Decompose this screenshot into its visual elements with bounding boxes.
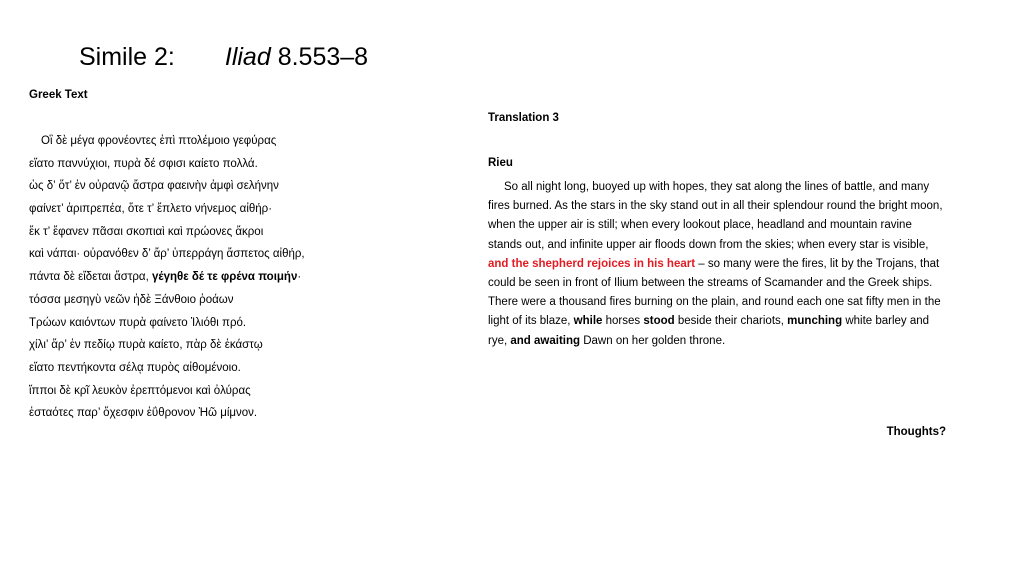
thoughts-prompt: Thoughts?: [886, 426, 946, 438]
greek-line: εἵατο πεντήκοντα σέλᾳ πυρὸς αἰθομένοιο.: [29, 361, 241, 374]
slide-title: [79, 40, 368, 74]
highlighted-phrase: and the shepherd rejoices in his heart: [488, 257, 696, 270]
bold-word-stood: stood: [643, 315, 675, 328]
greek-line: πάντα δὲ εἴδεται ἄστρα, γέγηθε δέ τε φρένα ποιμήν·: [29, 271, 302, 284]
title-label: Simile 2:: [79, 43, 175, 71]
translation-block: [488, 111, 948, 351]
greek-line: εἵατο παννύχιοι, πυρὰ δέ σφισι καίετο πολλά.: [29, 157, 258, 170]
greek-line: χίλι’ ἄρ’ ἐν πεδίῳ πυρὰ καίετο, πὰρ δὲ ἑκάστῳ: [29, 339, 263, 352]
bold-word-munching: munching: [787, 315, 843, 328]
greek-line: τόσσα μεσηγὺ νεῶν ἠδὲ Ξάνθοιο ῥοάων: [29, 293, 234, 306]
title-work: Iliad: [224, 43, 271, 71]
translator-name: Rieu: [488, 157, 513, 169]
bold-word-while: while: [573, 315, 603, 328]
greek-line: καὶ νάπαι· οὐρανόθεν δ’ ἄρ’ ὑπερράγη ἄσπετος αἰθήρ,: [29, 248, 305, 261]
greek-text-block: [29, 130, 469, 425]
greek-line: Τρώων καιόντων πυρὰ φαίνετο Ἰλιόθι πρό.: [29, 316, 247, 329]
greek-bold-phrase: γέγηθε δέ τε φρένα ποιμήν: [151, 271, 298, 284]
greek-line: ἔκ τ’ ἔφανεν πᾶσαι σκοπιαὶ καὶ πρώονες ἄκροι: [29, 225, 264, 238]
title-lines: 8.553–8: [277, 43, 369, 71]
translation-heading: Translation 3: [488, 112, 559, 124]
greek-line: ἵπποι δὲ κρῖ λευκὸν ἐρεπτόμενοι καὶ ὀλύρας: [29, 384, 251, 397]
greek-line: ἑσταότες παρ’ ὄχεσφιν ἐΰθρονον Ἠῶ μίμνον.: [29, 407, 258, 420]
greek-line: Οἳ δὲ μέγα φρονέοντες ἐπὶ πτολέμοιο γεφύρας: [41, 135, 277, 147]
translation-paragraph: So all night long, buoyed up with hopes, they sat along the lines of battle, and many fires burned. As the stars in the sky stand out in all their splendour round the bright moon, when the upper air is still; when every lookout place, headland and mountain ravine stands out, and infinite upper air floods down from the skies; when every star is visible, and the shepherd rejoices in his heart – so many were the fires, lit by the Trojans, that could be seen in front of Ilium between the streams of Scamander and the Greek ships. There were a thousand fires burning on the plain, and round each one sat fifty men in the light of its blaze, while horses stood beside their chariots, munching white barley and rye, and awaiting Dawn on her golden throne.: [488, 181, 943, 347]
greek-text-heading: Greek Text: [29, 89, 88, 101]
bold-word-awaiting: and awaiting: [510, 334, 581, 347]
greek-line: ὡς δ’ ὅτ’ ἐν οὐρανῷ ἄστρα φαεινὴν ἀμφὶ σελήνην: [29, 180, 279, 193]
greek-line: φαίνετ’ ἀριπρεπέα, ὅτε τ’ ἔπλετο νήνεμος αἰθήρ·: [29, 203, 273, 216]
